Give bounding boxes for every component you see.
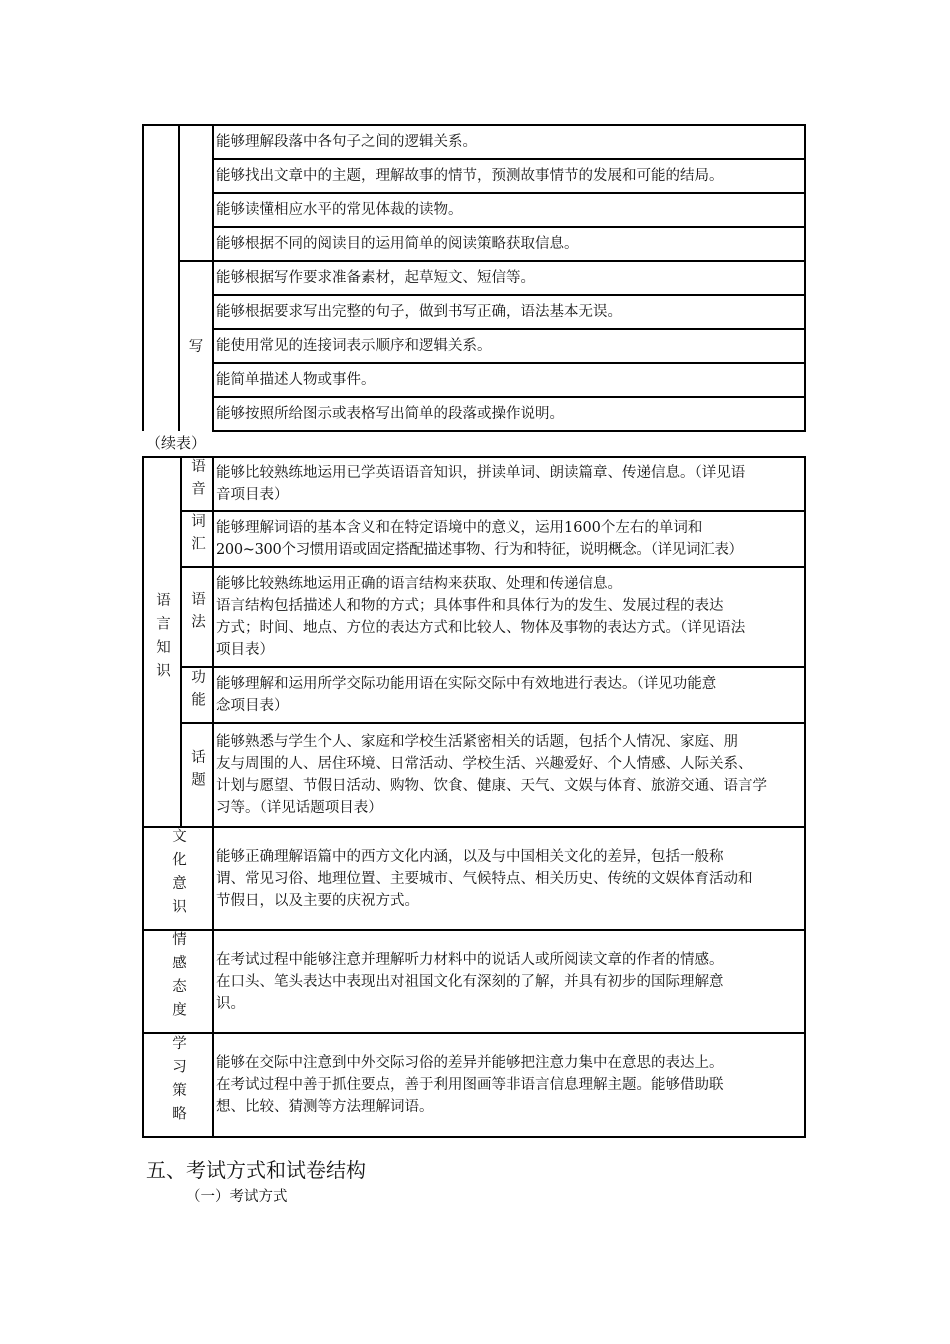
write-label <box>179 261 213 431</box>
read-row: 能够根据不同的阅读目的运用简单的阅读策略获取信息。 <box>213 227 805 261</box>
function-label-text: 功能 <box>189 669 205 714</box>
text-line: 友与周围的人、居住环境、日常活动、学校生活、兴趣爱好、个人情感、人际关系、 <box>216 756 753 772</box>
skills-table-knowledge <box>142 456 806 1138</box>
section-title: 五、考试方式和试卷结构 <box>146 1158 366 1182</box>
strategy-label <box>143 1033 213 1137</box>
lang-knowledge-text: 语言知识 <box>154 591 170 686</box>
attitude-desc <box>213 930 805 1033</box>
write-row: 能简单描述人物或事件。 <box>213 363 805 397</box>
write-row: 能够根据要求写出完整的句子，做到书写正确，语法基本无误。 <box>213 295 805 329</box>
text-line: 谓、常见习俗、地理位置、主要城市、气候特点、相关历史、传统的文娱体育活动和 <box>216 870 753 887</box>
text-line: 能够比较熟练地运用已学英语语音知识，拼读单词、朗读篇章、传递信息。（详见语 <box>216 465 746 481</box>
text-line: 在考试过程中能够注意并理解听力材料中的说话人或所阅读文章的作者的情感。 <box>216 951 724 968</box>
read-row: 能够读懂相应水平的常见体裁的读物。 <box>213 193 805 227</box>
text-line: 计划与愿望、节假日活动、购物、饮食、健康、天气、文娱与体育、旅游交通、语言学 <box>216 778 767 794</box>
text-line: 能够正确理解语篇中的西方文化内涵，以及与中国相关文化的差异，包括一般称 <box>216 848 724 865</box>
function-label <box>181 667 213 723</box>
topic-label-text: 话题 <box>189 749 205 794</box>
continued-label: （续表） <box>146 434 207 452</box>
vocab-label <box>181 511 213 567</box>
function-desc <box>213 667 805 723</box>
text-line: 项目表） <box>216 642 274 658</box>
culture-desc <box>213 827 805 930</box>
topic-desc <box>213 723 805 827</box>
attitude-label <box>143 930 213 1033</box>
phonetics-label <box>181 457 213 511</box>
read-row: 能够理解段落中各句子之间的逻辑关系。 <box>213 125 805 159</box>
culture-label <box>143 827 213 930</box>
text-line: 在口头、笔头表达中表现出对祖国文化有深刻的了解，并具有初步的国际理解意 <box>216 973 724 990</box>
write-row: 能够按照所给图示或表格写出简单的段落或操作说明。 <box>213 397 805 431</box>
section-subtitle: （一）考试方式 <box>186 1189 288 1205</box>
read-row: 能够找出文章中的主题，理解故事的情节，预测故事情节的发展和可能的结局。 <box>213 159 805 193</box>
category-cell-empty <box>143 125 179 431</box>
vocab-label-text: 词汇 <box>189 513 205 558</box>
text-line: 识。 <box>216 995 245 1012</box>
strategy-label-text: 学习策略 <box>170 1034 186 1129</box>
text-line: 语言结构包括描述人和物的方式；具体事件和具体行为的发生、发展过程的表达 <box>216 598 724 614</box>
write-label-text: 写 <box>188 338 204 355</box>
topic-label <box>181 723 213 827</box>
culture-label-text: 文化意识 <box>170 828 186 922</box>
text-line: 想、比较、猜测等方法理解词语。 <box>216 1099 434 1115</box>
text-line: 习等。（详见话题项目表） <box>216 800 383 816</box>
text-line: 音项目表） <box>216 487 289 503</box>
text-line: 念项目表） <box>216 698 289 714</box>
write-row: 能使用常见的连接词表示顺序和逻辑关系。 <box>213 329 805 363</box>
strategy-desc <box>213 1033 805 1137</box>
phonetics-label-text: 语音 <box>189 458 205 503</box>
write-row: 能够根据写作要求准备素材，起草短文、短信等。 <box>213 261 805 295</box>
read-label-cell <box>179 125 213 261</box>
text-line: 在考试过程中善于抓住要点，善于利用图画等非语言信息理解主题。能够借助联 <box>216 1077 724 1093</box>
lang-knowledge-label <box>143 457 181 827</box>
text-line: 能够熟悉与学生个人、家庭和学校生活紧密相关的话题，包括个人情况、家庭、朋 <box>216 734 738 750</box>
grammar-desc <box>213 567 805 667</box>
text-line: 能够比较熟练地运用正确的语言结构来获取、处理和传递信息。 <box>216 576 622 592</box>
text-line: 能够理解词语的基本含义和在特定语境中的意义，运用1600个左右的单词和 <box>216 520 703 536</box>
vocab-desc <box>213 511 805 567</box>
text-line: 节假日，以及主要的庆祝方式。 <box>216 892 419 909</box>
text-line: 200~300个习惯用语或固定搭配描述事物、行为和特征，说明概念。（详见词汇表） <box>216 542 743 558</box>
attitude-label-text: 情感态度 <box>170 931 186 1025</box>
text-line: 能够在交际中注意到中外交际习俗的差异并能够把注意力集中在意思的表达上。 <box>216 1055 724 1071</box>
phonetics-desc <box>213 457 805 511</box>
grammar-label-text: 语法 <box>189 591 205 636</box>
text-line: 方式；时间、地点、方位的表达方式和比较人、物体及事物的表达方式。（详见语法 <box>216 620 746 636</box>
grammar-label <box>181 567 213 667</box>
skills-table-reading-writing <box>142 124 806 432</box>
text-line: 能够理解和运用所学交际功能用语在实际交际中有效地进行表达。（详见功能意 <box>216 676 717 692</box>
